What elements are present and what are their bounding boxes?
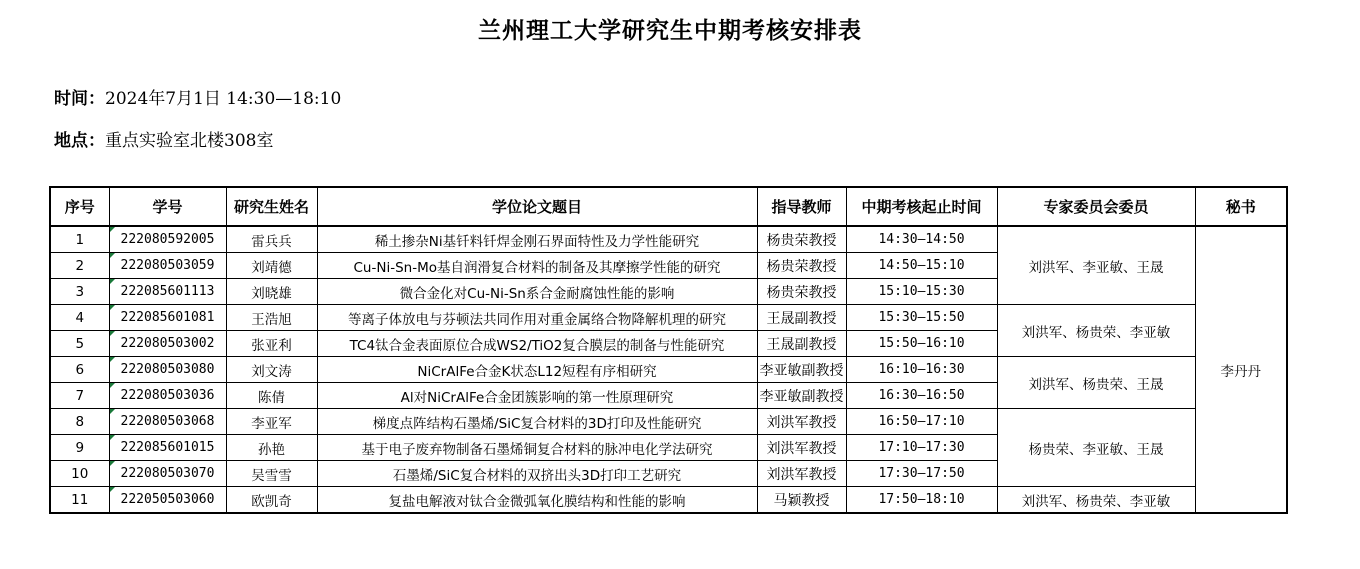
cell-committee: 刘洪军、杨贵荣、李亚敏: [997, 305, 1195, 357]
cell-student-name: 刘晓雄: [226, 279, 317, 305]
header-secretary: 秘书: [1195, 187, 1287, 226]
cell-student-id: 222085601113: [109, 279, 226, 305]
cell-advisor: 杨贵荣教授: [757, 253, 846, 279]
cell-thesis-title: 等离子体放电与芬顿法共同作用对重金属络合物降解机理的研究: [317, 305, 757, 331]
cell-serial: 8: [50, 409, 109, 435]
cell-serial: 6: [50, 357, 109, 383]
time-value: 2024年7月1日 14:30—18:10: [105, 89, 342, 109]
cell-exam-time: 15:50—16:10: [846, 331, 997, 357]
table-header-row: [50, 187, 1287, 226]
cell-advisor: 杨贵荣教授: [757, 226, 846, 253]
cell-serial: 11: [50, 487, 109, 514]
cell-student-name: 刘靖德: [226, 253, 317, 279]
cell-thesis-title: Al对NiCrAlFe合金团簇影响的第一性原理研究: [317, 383, 757, 409]
cell-exam-time: 16:10—16:30: [846, 357, 997, 383]
header-serial: 序号: [50, 187, 109, 226]
cell-exam-time: 16:50—17:10: [846, 409, 997, 435]
cell-secretary: 李丹丹: [1195, 226, 1287, 513]
cell-serial: 3: [50, 279, 109, 305]
header-advisor: 指导教师: [757, 187, 846, 226]
cell-student-id: 222085601015: [109, 435, 226, 461]
cell-student-name: 李亚军: [226, 409, 317, 435]
cell-advisor: 李亚敏副教授: [757, 357, 846, 383]
table-row: [50, 226, 1287, 253]
page-title: 兰州理工大学研究生中期考核安排表: [478, 18, 862, 44]
cell-student-name: 陈倩: [226, 383, 317, 409]
cell-committee: 刘洪军、李亚敏、王晟: [997, 226, 1195, 305]
cell-advisor: 杨贵荣教授: [757, 279, 846, 305]
cell-student-id: 222080503059: [109, 253, 226, 279]
cell-exam-time: 17:30—17:50: [846, 461, 997, 487]
time-label: 时间：: [54, 89, 105, 109]
header-student-name: 研究生姓名: [226, 187, 317, 226]
cell-advisor: 马颖教授: [757, 487, 846, 514]
cell-student-name: 欧凯奇: [226, 487, 317, 514]
cell-serial: 2: [50, 253, 109, 279]
schedule-table: [49, 186, 1288, 514]
table-row: [50, 487, 1287, 514]
cell-student-name: 张亚利: [226, 331, 317, 357]
cell-student-id: 222080503068: [109, 409, 226, 435]
cell-exam-time: 14:30—14:50: [846, 226, 997, 253]
cell-student-name: 王浩旭: [226, 305, 317, 331]
cell-advisor: 刘洪军教授: [757, 435, 846, 461]
cell-student-id: 222080503080: [109, 357, 226, 383]
cell-thesis-title: 复盐电解液对钛合金微弧氧化膜结构和性能的影响: [317, 487, 757, 514]
table-row: [50, 357, 1287, 383]
cell-student-id: 222080592005: [109, 226, 226, 253]
cell-thesis-title: 微合金化对Cu-Ni-Sn系合金耐腐蚀性能的影响: [317, 279, 757, 305]
cell-student-id: 222080503036: [109, 383, 226, 409]
cell-advisor: 刘洪军教授: [757, 461, 846, 487]
cell-exam-time: 15:10—15:30: [846, 279, 997, 305]
cell-student-id: 222085601081: [109, 305, 226, 331]
cell-student-id: 222080503070: [109, 461, 226, 487]
cell-advisor: 王晟副教授: [757, 305, 846, 331]
cell-exam-time: 17:50—18:10: [846, 487, 997, 514]
table-row: [50, 305, 1287, 331]
cell-thesis-title: 梯度点阵结构石墨烯/SiC复合材料的3D打印及性能研究: [317, 409, 757, 435]
location-value: 重点实验室北楼308室: [105, 131, 274, 151]
cell-student-name: 雷兵兵: [226, 226, 317, 253]
cell-committee: 刘洪军、杨贵荣、李亚敏: [997, 487, 1195, 514]
cell-student-name: 刘文涛: [226, 357, 317, 383]
cell-advisor: 王晟副教授: [757, 331, 846, 357]
location-label: 地点：: [54, 131, 105, 151]
header-thesis-title: 学位论文题目: [317, 187, 757, 226]
cell-advisor: 李亚敏副教授: [757, 383, 846, 409]
cell-serial: 7: [50, 383, 109, 409]
cell-exam-time: 17:10—17:30: [846, 435, 997, 461]
cell-serial: 9: [50, 435, 109, 461]
cell-serial: 1: [50, 226, 109, 253]
cell-exam-time: 16:30—16:50: [846, 383, 997, 409]
cell-serial: 4: [50, 305, 109, 331]
cell-student-name: 吴雪雪: [226, 461, 317, 487]
cell-thesis-title: TC4钛合金表面原位合成WS2/TiO2复合膜层的制备与性能研究: [317, 331, 757, 357]
cell-student-name: 孙艳: [226, 435, 317, 461]
exam-time: [54, 84, 341, 109]
table-row: [50, 409, 1287, 435]
header-exam-time: 中期考核起止时间: [846, 187, 997, 226]
cell-thesis-title: Cu-Ni-Sn-Mo基自润滑复合材料的制备及其摩擦学性能的研究: [317, 253, 757, 279]
cell-exam-time: 14:50—15:10: [846, 253, 997, 279]
header-committee: 专家委员会委员: [997, 187, 1195, 226]
cell-student-id: 222080503002: [109, 331, 226, 357]
exam-location: [54, 126, 273, 151]
cell-thesis-title: 稀土掺杂Ni基钎料钎焊金刚石界面特性及力学性能研究: [317, 226, 757, 253]
cell-thesis-title: 基于电子废弃物制备石墨烯铜复合材料的脉冲电化学法研究: [317, 435, 757, 461]
header-student-id: 学号: [109, 187, 226, 226]
cell-serial: 5: [50, 331, 109, 357]
cell-student-id: 222050503060: [109, 487, 226, 514]
cell-committee: 刘洪军、杨贵荣、王晟: [997, 357, 1195, 409]
cell-thesis-title: 石墨烯/SiC复合材料的双挤出头3D打印工艺研究: [317, 461, 757, 487]
cell-exam-time: 15:30—15:50: [846, 305, 997, 331]
cell-committee: 杨贵荣、李亚敏、王晟: [997, 409, 1195, 487]
cell-advisor: 刘洪军教授: [757, 409, 846, 435]
cell-thesis-title: NiCrAlFe合金K状态L12短程有序相研究: [317, 357, 757, 383]
cell-serial: 10: [50, 461, 109, 487]
